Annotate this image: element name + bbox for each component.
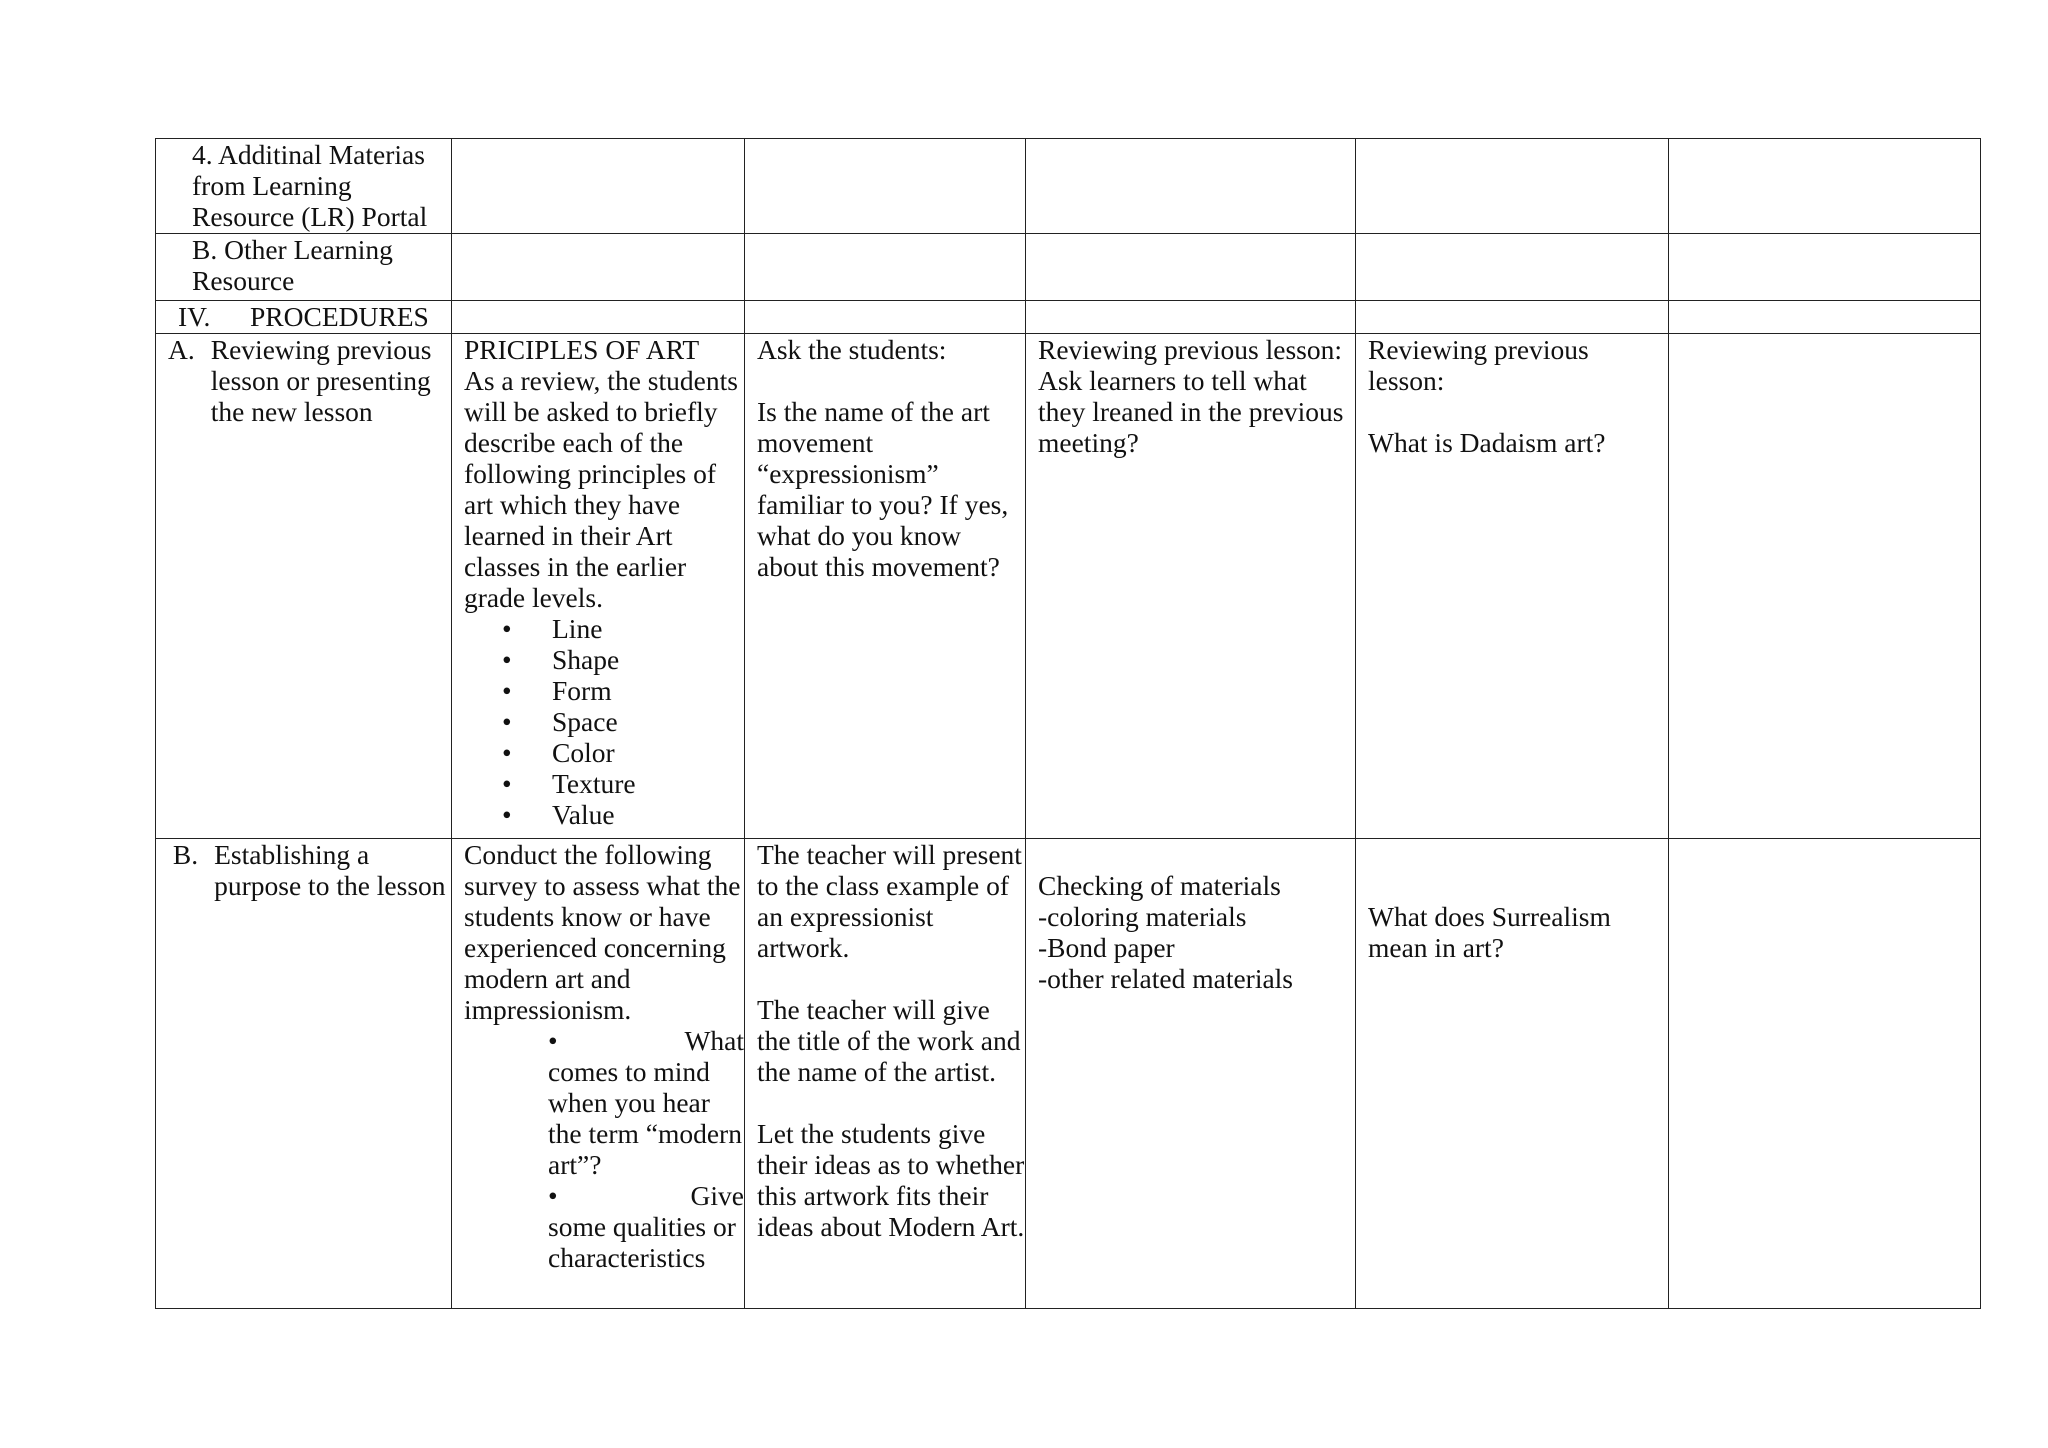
additional-day5-cell (1669, 139, 1981, 234)
list-item: • Texture (502, 768, 636, 799)
reviewing-day3-cell (1026, 334, 1356, 839)
principles-text: As a review, the students will be asked to briefly describe each of the following principles of art which they have learned in their Art classes in the earlier grade levels. (464, 365, 738, 613)
bullet-icon: • (502, 706, 512, 737)
list-item: • Value (502, 799, 615, 830)
students-ideas-text: Let the students give their ideas as to whether this artwork fits their ideas about Modern Art. (757, 1118, 1025, 1242)
bullet-icon: • (502, 675, 512, 706)
bullet-icon: • (548, 1180, 558, 1211)
reviewing-day2-cell (745, 334, 1026, 839)
other-day4-cell (1356, 234, 1669, 301)
additional-day2-cell (745, 139, 1026, 234)
list-item: • Space (502, 706, 618, 737)
reviewing-label: Reviewing previous lesson or presenting the new lesson (210, 334, 432, 427)
additional-materials-label: 4. Additinal Materias from Learning Resource (LR) Portal (192, 139, 428, 232)
survey-questions (464, 1025, 744, 1273)
row-procedures (156, 301, 1981, 334)
row-additional-materials (156, 139, 1981, 234)
bullet-icon: • (502, 737, 512, 768)
list-item: -Bond paper (1038, 932, 1175, 963)
other-day3-cell (1026, 234, 1356, 301)
ask-students-intro: Ask the students: (757, 334, 947, 365)
bullet-icon: • (502, 768, 512, 799)
principles-heading: PRICIPLES OF ART (464, 334, 700, 365)
procedures-day1-cell (452, 301, 745, 334)
list-item: • Line (502, 613, 603, 644)
procedures-day4-cell (1356, 301, 1669, 334)
list-item: • Form (502, 675, 612, 706)
establishing-label: Establishing a purpose to the lesson (214, 839, 446, 901)
list-item: • Give some qualities or characteristics (548, 1180, 744, 1273)
other-resource-label: B. Other Learning Resource (192, 234, 393, 296)
additional-day1-cell (452, 139, 745, 234)
establishing-day3-cell (1026, 839, 1356, 1309)
review-meeting-text: Reviewing previous lesson: Ask learners to tell what they lreaned in the previous meeting? (1038, 334, 1344, 458)
bullet-icon: • (502, 799, 512, 830)
reviewing-day1-cell (452, 334, 745, 839)
list-item: -coloring materials (1038, 901, 1247, 932)
procedures-heading: PROCEDURES (250, 301, 429, 332)
bullet-icon: • (502, 644, 512, 675)
row-reviewing (156, 334, 1981, 839)
surrealism-question: What does Surrealism mean in art? (1368, 901, 1611, 963)
teacher-title-text: The teacher will give the title of the work and the name of the artist. (757, 994, 1021, 1087)
other-day5-cell (1669, 234, 1981, 301)
other-day2-cell (745, 234, 1026, 301)
list-item: -other related materials (1038, 963, 1294, 994)
bullet-icon: • (548, 1025, 558, 1056)
establishing-day1-cell (452, 839, 745, 1309)
principles-list (464, 613, 744, 830)
reviewing-day5-cell (1669, 334, 1981, 839)
row-establishing (156, 839, 1981, 1309)
row-other-resource (156, 234, 1981, 301)
other-day1-cell (452, 234, 745, 301)
dadaism-question: What is Dadaism art? (1368, 427, 1606, 458)
bullet-icon: • (502, 613, 512, 644)
survey-text: Conduct the following survey to assess what the students know or have experienced concerning modern art and impressionism. (464, 839, 741, 1025)
teacher-present-text: The teacher will present to the class example of an expressionist artwork. (757, 839, 1022, 963)
additional-day3-cell (1026, 139, 1356, 234)
establishing-day2-cell (745, 839, 1026, 1309)
lesson-plan-table (155, 138, 1981, 1309)
reviewing-day4-cell (1356, 334, 1669, 839)
reviewing-letter: A. (168, 334, 195, 365)
procedures-day3-cell (1026, 301, 1356, 334)
procedures-number: IV. (178, 301, 211, 332)
procedures-day5-cell (1669, 301, 1981, 334)
expressionism-question: Is the name of the art movement “expressionism” familiar to you? If yes, what do you know about this movement? (757, 396, 1009, 582)
additional-day4-cell (1356, 139, 1669, 234)
list-item: • What comes to mind when you hear the term “modern art”? (548, 1025, 744, 1180)
procedures-day2-cell (745, 301, 1026, 334)
list-item: • Color (502, 737, 615, 768)
establishing-day4-cell (1356, 839, 1669, 1309)
materials-check-title: Checking of materials (1038, 870, 1281, 901)
list-item: • Shape (502, 644, 620, 675)
establishing-letter: B. (172, 839, 199, 870)
establishing-day5-cell (1669, 839, 1981, 1309)
review-heading: Reviewing previous lesson: (1368, 334, 1589, 396)
